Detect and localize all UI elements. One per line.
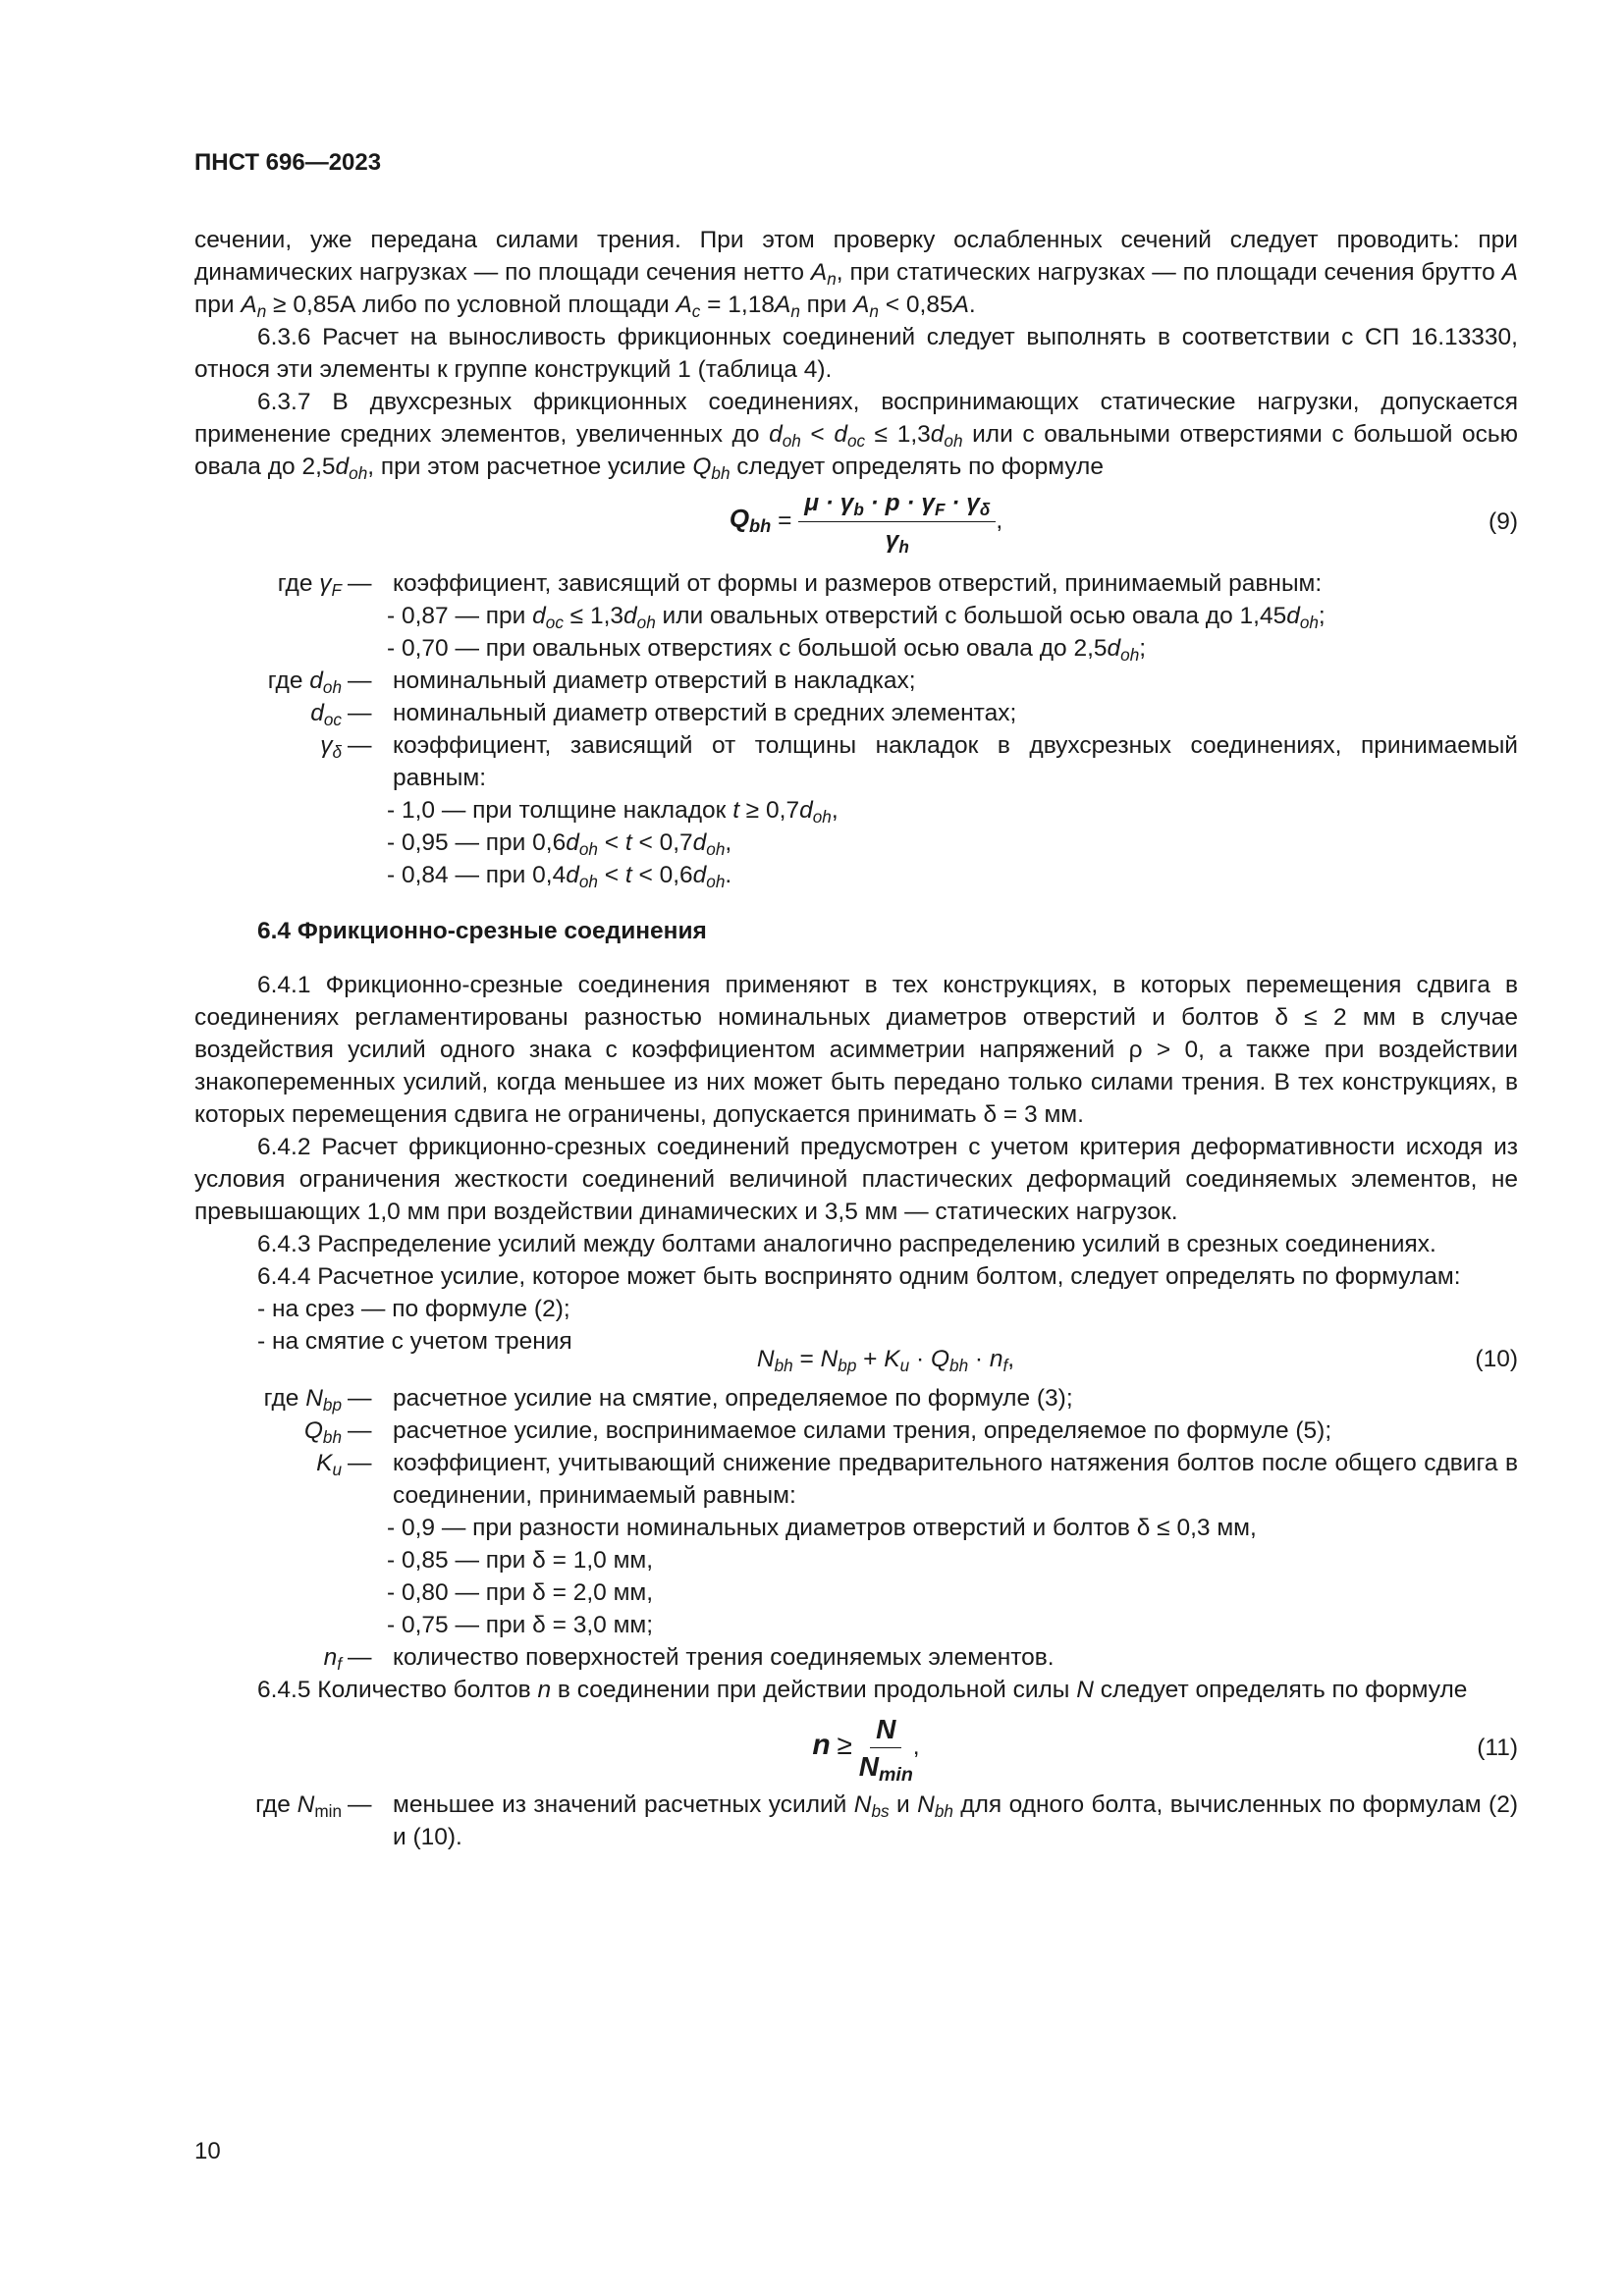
formula-9-number: (9) xyxy=(1489,507,1518,535)
document-code: ПНСТ 696—2023 xyxy=(194,149,382,176)
list-item: - на смятие с учетом трения xyxy=(257,1328,572,1355)
body-text xyxy=(194,224,1518,1853)
paragraph-6-4-1: 6.4.1 Фрикционно-срезные соединения применяют в тех конструкциях, в которых перемещения сдвига в соединениях регламентированы разностью номинальных диаметров отверстий и болтов δ ≤ 2 мм в случае воздействия усилий одного знака с коэффициентом асимметрии напряжений ρ > 0, а также при воздействии знакопеременных усилий, когда меньшее из них может быть передано только силами трения. В тех конструкциях, в которых перемещения сдвига не ограничены, допускается принимать δ = 3 мм. xyxy=(194,972,1518,1128)
formula-11: n ≥ $\frac{N}{N_{min}}$ , (11) xyxy=(812,1713,1518,1786)
list-item: - 0,75 — при δ = 3,0 мм; xyxy=(387,1612,654,1638)
definition-gamma-f: где $\gamma_F$ — коэффициент, зависящий от формы и размеров отверстий, принимаемый равным: xyxy=(277,570,1323,600)
paragraph-6-4-3: 6.4.3 Распределение усилий между болтами аналогично распределению усилий в срезных соединениях. xyxy=(257,1231,1436,1257)
definition-k-u: $K_u$ — коэффициент, учитывающий снижение предварительного натяжения болтов после общего сдвига в соединении, принимаемый равным: xyxy=(316,1450,1518,1509)
paragraph-6-4-4: 6.4.4 Расчетное усилие, которое может быть воспринято одним болтом, следует определять по формулам: xyxy=(257,1263,1461,1290)
list-item: - 0,85 — при δ = 1,0 мм, xyxy=(387,1547,654,1574)
definition-n-f: $n_f$ — количество поверхностей трения соединяемых элементов. xyxy=(323,1644,1055,1674)
formula-10: $N_{bh} = N_{bp} + K_u \cdot Q_{bh} \cdot n_f$, (10) xyxy=(194,1339,1518,1378)
list-item: - 0,87 — при $d_{oc} \le 1,3d_{oh}$ или овальных отверстий с большой осью овала до $1,45d_{oh}$; xyxy=(387,603,1326,632)
paragraph-6-3-5-cont: сечении, уже передана силами трения. При этом проверку ослабленных сечений следует проводить: при динамических нагрузках — по площади сечения нетто $A_n$, при статических нагрузках — по площади сечения брутто A при $A_n \ge 0,85А$ либо по условной площади $A_c = 1,18A_n$ при $A_n < 0,85A$. xyxy=(194,227,1519,321)
document-page xyxy=(194,0,1518,2296)
definition-d-oh: где $d_{oh}$ — номинальный диаметр отверстий в накладках; xyxy=(267,667,916,697)
paragraph-6-4-5: 6.4.5 Количество болтов n в соединении при действии продольной силы N следует определять по формуле xyxy=(257,1677,1468,1703)
paragraph-6-3-6: 6.3.6 Расчет на выносливость фрикционных соединений следует выполнять в соответствии с СП 16.13330, относя эти элементы к группе конструкций 1 (таблица 4). xyxy=(194,324,1518,383)
definition-d-oc: $d_{oc}$ — номинальный диаметр отверстий в средних элементах; xyxy=(310,700,1017,729)
paragraph-6-3-7: 6.3.7 В двухсрезных фрикционных соединениях, воспринимающих статические нагрузки, допускается применение средних элементов, увеличенных до $d_{oh} < d_{oc} \le 1,3d_{oh}$ или с овальными отверстиями с большой осью овала до $2,5d_{oh}$, при этом расчетное усилие $Q_{bh}$ следует определять по формуле xyxy=(194,389,1519,483)
section-title-6-4: 6.4 Фрикционно-срезные соединения xyxy=(257,918,707,944)
list-item: - 0,84 — при $0,4d_{oh} < t < 0,6d_{oh}$. xyxy=(387,862,732,891)
paragraph-6-4-2: 6.4.2 Расчет фрикционно-срезных соединений предусмотрен с учетом критерия деформативности исходя из условия ограничения жесткости соединений величиной пластических деформаций соединяемых элементов, не превышающих 1,0 мм при воздействии динамических и 3,5 мм — статических нагрузок. xyxy=(194,1134,1518,1225)
definition-q-bh: $Q_{bh}$ — расчетное усилие, воспринимаемое силами трения, определяемое по формуле (5); xyxy=(303,1417,1332,1447)
list-item: - 0,95 — при $0,6d_{oh} < t < 0,7d_{oh}$, xyxy=(387,829,732,859)
list-item: - 0,80 — при δ = 2,0 мм, xyxy=(387,1579,654,1606)
page-number: 10 xyxy=(194,2138,221,2164)
definition-n-bp: где $N_{bp}$ — расчетное усилие на смятие, определяемое по формуле (3); xyxy=(263,1385,1073,1415)
formula-10-number: (10) xyxy=(1475,1345,1518,1372)
list-item: - 0,9 — при разности номинальных диаметров отверстий и болтов δ ≤ 0,3 мм, xyxy=(387,1515,1257,1541)
formula-11-number: (11) xyxy=(1477,1734,1518,1761)
list-item: - 1,0 — при толщине накладок $t \ge 0,7d_{oh}$, xyxy=(387,797,839,827)
list-item: - 0,70 — при овальных отверстиях с большой осью овала до $2,5d_{oh}$; xyxy=(387,635,1147,665)
list-item: - на срез — по формуле (2); xyxy=(257,1296,570,1322)
definition-n-min: где $N_{min}$ — меньшее из значений расчетных усилий $N_{bs}$ и $N_{bh}$ для одного болта, вычисленных по формулам (2) и (10). xyxy=(255,1791,1518,1850)
definition-gamma-delta: $\gamma_\delta$ — коэффициент, зависящий от толщины накладок в двухсрезных соединениях, принимаемый равным: xyxy=(320,732,1518,791)
formula-9: $Q_{bh}$ = $\frac{\mu \cdot \gamma_b \cdot p \cdot \gamma_F \cdot \gamma_\delta}{\gamma_h}$ , (9) xyxy=(194,483,1518,560)
